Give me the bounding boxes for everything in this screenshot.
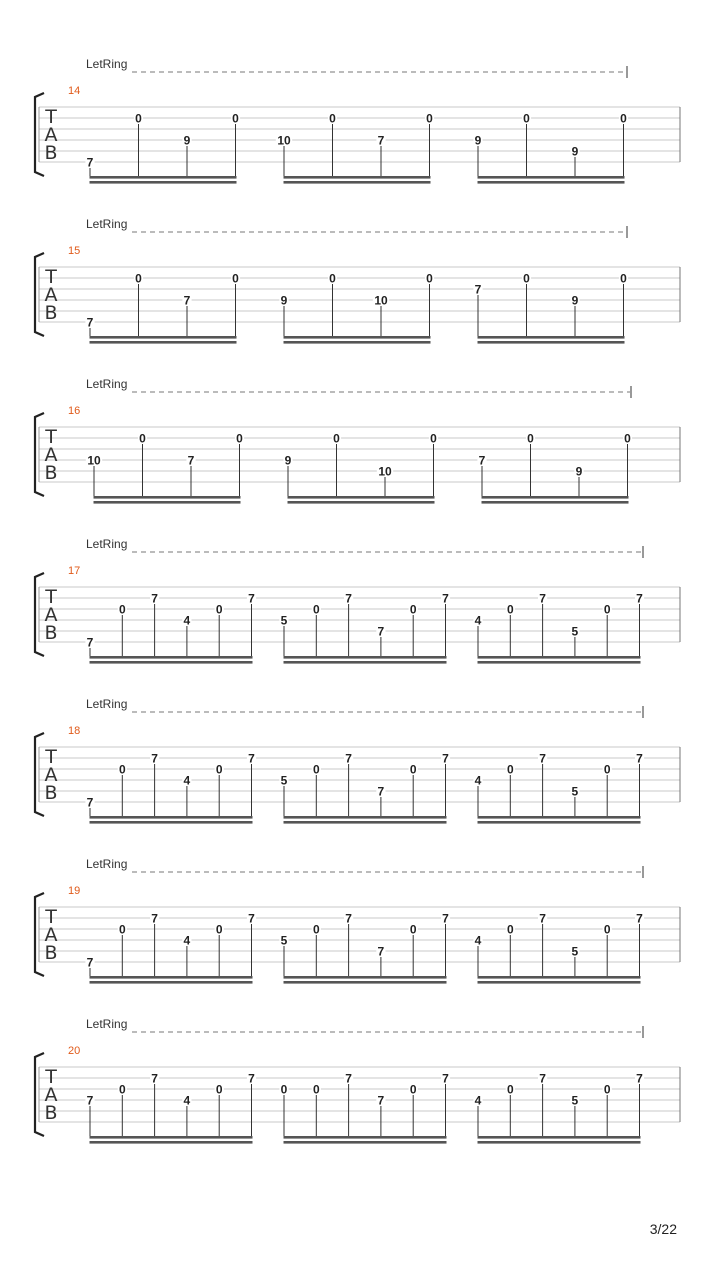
fret-number: 10	[87, 453, 101, 468]
tab-clef-letter: T	[45, 266, 57, 288]
beam-secondary	[478, 181, 625, 184]
fret-number: 0	[624, 431, 631, 446]
tab-clef-letter: A	[44, 124, 58, 146]
page-number: 3/22	[649, 1221, 677, 1237]
measure-number: 18	[68, 725, 81, 737]
fret-number: 7	[377, 1093, 385, 1108]
tab-system	[35, 57, 680, 184]
beam-primary	[482, 496, 629, 499]
fret-number: 4	[474, 1093, 482, 1108]
tab-clef-letter: A	[44, 284, 58, 306]
beam-primary	[284, 656, 447, 659]
tab-clef-letter: A	[44, 444, 58, 466]
fret-number: 9	[183, 133, 191, 148]
fret-number: 10	[374, 293, 388, 308]
measure-number: 20	[68, 1045, 81, 1057]
letring-label: LetRing	[86, 697, 128, 711]
fret-number: 0	[523, 111, 530, 126]
fret-number: 7	[86, 155, 94, 170]
beam-primary	[478, 336, 625, 339]
fret-number: 0	[215, 602, 223, 617]
beam-secondary	[284, 821, 447, 824]
tab-clef-letter: B	[44, 462, 58, 484]
fret-number: 7	[442, 591, 449, 606]
beam-secondary	[478, 661, 641, 664]
fret-number: 7	[151, 911, 158, 926]
tab-system	[35, 1017, 680, 1144]
fret-number: 7	[345, 591, 352, 606]
fret-number: 0	[312, 762, 320, 777]
fret-number: 7	[248, 1071, 255, 1086]
fret-number: 4	[183, 613, 191, 628]
beam-secondary	[90, 981, 253, 984]
tab-clef-letter: B	[44, 782, 58, 804]
fret-number: 10	[378, 464, 392, 479]
fret-number: 7	[377, 133, 385, 148]
fret-number: 7	[151, 751, 158, 766]
beam-primary	[284, 1136, 447, 1139]
beam-primary	[90, 976, 253, 979]
fret-number: 0	[118, 1082, 126, 1097]
beam-secondary	[478, 1141, 641, 1144]
beam-secondary	[90, 821, 253, 824]
tab-clef-letter: T	[45, 1066, 57, 1088]
tab-clef-letter: A	[44, 1084, 58, 1106]
fret-number: 0	[603, 602, 611, 617]
fret-number: 0	[603, 922, 611, 937]
fret-number: 0	[232, 271, 239, 286]
tab-clef-letter: T	[45, 426, 57, 448]
beam-secondary	[284, 661, 447, 664]
fret-number: 7	[345, 751, 352, 766]
fret-number: 0	[232, 111, 239, 126]
tab-system	[35, 377, 680, 504]
measure-number: 16	[68, 405, 81, 417]
beam-secondary	[478, 981, 641, 984]
tab-system	[35, 857, 680, 984]
tab-clef-letter: B	[44, 302, 58, 324]
beam-primary	[284, 336, 431, 339]
tab-clef-letter: T	[45, 106, 57, 128]
fret-number: 7	[539, 591, 546, 606]
fret-number: 0	[236, 431, 243, 446]
tab-clef-letter: A	[44, 924, 58, 946]
fret-number: 7	[636, 751, 643, 766]
beam-primary	[90, 1136, 253, 1139]
beam-primary	[90, 176, 237, 179]
fret-number: 5	[571, 1093, 579, 1108]
tab-clef-letter: B	[44, 142, 58, 164]
fret-number: 7	[86, 635, 94, 650]
tab-clef-letter: A	[44, 764, 58, 786]
letring-label: LetRing	[86, 857, 128, 871]
fret-number: 7	[474, 282, 482, 297]
fret-number: 7	[248, 911, 255, 926]
fret-number: 7	[345, 1071, 352, 1086]
beam-secondary	[284, 981, 447, 984]
fret-number: 7	[478, 453, 486, 468]
beam-primary	[284, 176, 431, 179]
fret-number: 5	[280, 613, 288, 628]
fret-number: 9	[575, 464, 583, 479]
fret-number: 0	[409, 1082, 417, 1097]
fret-number: 7	[86, 955, 94, 970]
beam-primary	[284, 976, 447, 979]
fret-number: 7	[636, 1071, 643, 1086]
tab-clef-letter: B	[44, 622, 58, 644]
tab-clef-letter: T	[45, 746, 57, 768]
fret-number: 0	[409, 602, 417, 617]
fret-number: 0	[426, 271, 433, 286]
fret-number: 0	[430, 431, 437, 446]
fret-number: 0	[523, 271, 530, 286]
beam-secondary	[90, 181, 237, 184]
beam-secondary	[478, 821, 641, 824]
fret-number: 9	[280, 293, 288, 308]
beam-primary	[478, 176, 625, 179]
fret-number: 0	[506, 1082, 514, 1097]
fret-number: 0	[280, 1082, 288, 1097]
fret-number: 7	[151, 591, 158, 606]
fret-number: 0	[506, 602, 514, 617]
fret-number: 7	[442, 911, 449, 926]
fret-number: 5	[571, 624, 579, 639]
fret-number: 4	[474, 613, 482, 628]
beam-secondary	[90, 661, 253, 664]
fret-number: 7	[377, 624, 385, 639]
beam-primary	[90, 336, 237, 339]
fret-number: 0	[118, 602, 126, 617]
fret-number: 9	[474, 133, 482, 148]
letring-label: LetRing	[86, 1017, 128, 1031]
beam-primary	[284, 816, 447, 819]
fret-number: 0	[118, 922, 126, 937]
fret-number: 0	[312, 602, 320, 617]
tab-clef-letter: B	[44, 1102, 58, 1124]
fret-number: 4	[183, 773, 191, 788]
fret-number: 0	[409, 762, 417, 777]
measure-number: 15	[68, 245, 81, 257]
beam-primary	[90, 816, 253, 819]
fret-number: 0	[333, 431, 340, 446]
tab-clef-letter: B	[44, 942, 58, 964]
fret-number: 7	[248, 591, 255, 606]
fret-number: 0	[312, 922, 320, 937]
fret-number: 5	[571, 944, 579, 959]
beam-secondary	[90, 341, 237, 344]
fret-number: 9	[284, 453, 292, 468]
fret-number: 0	[409, 922, 417, 937]
fret-number: 7	[187, 453, 195, 468]
fret-number: 5	[280, 773, 288, 788]
letring-label: LetRing	[86, 537, 128, 551]
fret-number: 0	[527, 431, 534, 446]
fret-number: 7	[377, 944, 385, 959]
tab-clef-letter: T	[45, 586, 57, 608]
letring-label: LetRing	[86, 57, 128, 71]
letring-label: LetRing	[86, 217, 128, 231]
fret-number: 7	[636, 591, 643, 606]
letring-label: LetRing	[86, 377, 128, 391]
fret-number: 7	[442, 1071, 449, 1086]
beam-primary	[288, 496, 435, 499]
fret-number: 0	[312, 1082, 320, 1097]
fret-number: 7	[539, 751, 546, 766]
fret-number: 7	[183, 293, 191, 308]
measure-number: 19	[68, 885, 81, 897]
fret-number: 7	[442, 751, 449, 766]
beam-secondary	[284, 181, 431, 184]
tab-system	[35, 537, 680, 664]
fret-number: 0	[620, 271, 627, 286]
measure-number: 14	[68, 85, 81, 97]
fret-number: 0	[426, 111, 433, 126]
fret-number: 7	[86, 315, 94, 330]
fret-number: 0	[329, 111, 336, 126]
fret-number: 7	[539, 1071, 546, 1086]
tab-system	[35, 697, 680, 824]
beam-secondary	[94, 501, 241, 504]
beam-secondary	[284, 341, 431, 344]
beam-primary	[478, 1136, 641, 1139]
fret-number: 0	[620, 111, 627, 126]
fret-number: 7	[86, 795, 94, 810]
beam-primary	[478, 656, 641, 659]
tab-system	[35, 217, 680, 344]
fret-number: 7	[377, 784, 385, 799]
fret-number: 0	[215, 922, 223, 937]
fret-number: 0	[135, 271, 142, 286]
beam-primary	[478, 816, 641, 819]
fret-number: 7	[248, 751, 255, 766]
beam-secondary	[478, 341, 625, 344]
fret-number: 7	[86, 1093, 94, 1108]
fret-number: 7	[345, 911, 352, 926]
fret-number: 10	[277, 133, 291, 148]
fret-number: 9	[571, 293, 579, 308]
tab-clef-letter: T	[45, 906, 57, 928]
beam-secondary	[482, 501, 629, 504]
measure-number: 17	[68, 565, 81, 577]
beam-secondary	[284, 1141, 447, 1144]
fret-number: 4	[183, 933, 191, 948]
fret-number: 0	[215, 1082, 223, 1097]
fret-number: 0	[506, 762, 514, 777]
fret-number: 4	[474, 933, 482, 948]
beam-primary	[94, 496, 241, 499]
fret-number: 0	[603, 762, 611, 777]
beam-primary	[478, 976, 641, 979]
fret-number: 0	[135, 111, 142, 126]
tab-clef-letter: A	[44, 604, 58, 626]
beam-secondary	[90, 1141, 253, 1144]
beam-secondary	[288, 501, 435, 504]
beam-primary	[90, 656, 253, 659]
fret-number: 0	[506, 922, 514, 937]
fret-number: 9	[571, 144, 579, 159]
fret-number: 4	[183, 1093, 191, 1108]
fret-number: 0	[603, 1082, 611, 1097]
fret-number: 0	[329, 271, 336, 286]
fret-number: 0	[118, 762, 126, 777]
fret-number: 0	[139, 431, 146, 446]
fret-number: 0	[215, 762, 223, 777]
fret-number: 5	[571, 784, 579, 799]
fret-number: 7	[539, 911, 546, 926]
fret-number: 5	[280, 933, 288, 948]
fret-number: 4	[474, 773, 482, 788]
fret-number: 7	[151, 1071, 158, 1086]
fret-number: 7	[636, 911, 643, 926]
